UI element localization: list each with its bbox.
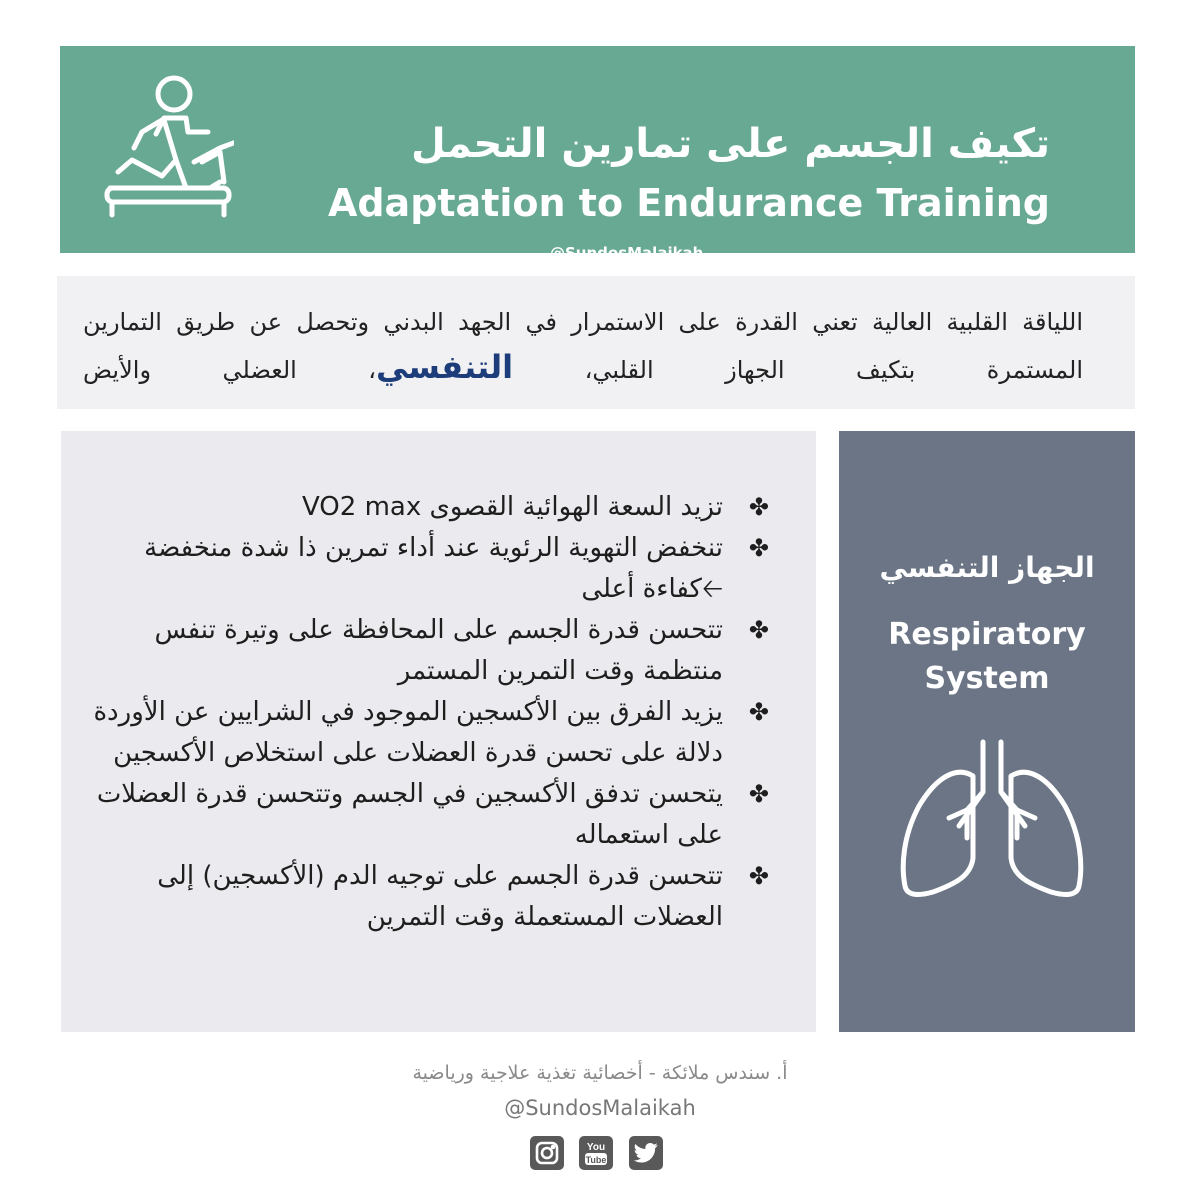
intro-text-part2: ، العضلي والأيض <box>83 356 377 384</box>
treadmill-runner-icon <box>104 72 234 222</box>
header-banner <box>60 46 1135 262</box>
bullet-icon: ✤ <box>748 534 769 562</box>
benefit-item: ✤ يتحسن تدفق الأكسجين في الجسم وتتحسن قدرة العضلات على استعماله <box>81 774 791 856</box>
svg-text:You: You <box>586 1142 606 1153</box>
twitter-icon[interactable] <box>629 1136 663 1170</box>
youtube-icon[interactable] <box>579 1136 613 1170</box>
benefit-item: ✤ تتحسن قدرة الجسم على المحافظة على وتيرة تنفس منتظمة وقت التمرين المستمر <box>81 610 791 692</box>
instagram-icon[interactable] <box>530 1136 564 1170</box>
intro-highlight: التنفسي <box>376 348 514 386</box>
title-english: Adaptation to Endurance Training <box>327 181 1050 225</box>
benefit-item: ✤ تنخفض التهوية الرئوية عند أداء تمرين ذا شدة منخفضة 🡠كفاءة أعلى <box>81 528 791 610</box>
bullet-icon: ✤ <box>748 493 769 521</box>
bullet-icon: ✤ <box>748 698 769 726</box>
benefit-item: ✤ يزيد الفرق بين الأكسجين الموجود في الشرايين عن الأوردة دلالة على تحسن قدرة العضلات على استخلاص الأكسجين <box>81 692 791 774</box>
benefits-panel <box>61 431 816 1032</box>
benefits-list <box>81 487 791 938</box>
bullet-icon: ✤ <box>748 616 769 644</box>
intro-text <box>83 300 1083 393</box>
footer-handle: @SundosMalaikah <box>504 1096 696 1120</box>
benefit-item: ✤ تتحسن قدرة الجسم على توجيه الدم (الأكسجين) إلى العضلات المستعملة وقت التمرين <box>81 856 791 938</box>
lungs-icon <box>897 736 1087 901</box>
bullet-icon: ✤ <box>748 780 769 808</box>
benefit-item: ✤ تزيد السعة الهوائية القصوى VO2 max <box>81 487 791 528</box>
title-arabic: تكيف الجسم على تمارين التحمل <box>410 121 1050 167</box>
header-handle: @SundosMalaikah <box>550 244 704 262</box>
intro-text-part1: اللياقة القلبية العالية تعني القدرة على الاستمرار في الجهد البدني وتحصل عن طريق التمارين المستمرة بتكيف الجهاز القلبي، <box>83 308 1083 384</box>
intro-panel <box>57 276 1135 409</box>
bullet-icon: ✤ <box>748 862 769 890</box>
side-title-arabic: الجهاز التنفسي <box>879 551 1095 584</box>
author-credit: أ. سندس ملائكة - أخصائية تغذية علاجية ورياضية <box>412 1062 788 1084</box>
svg-text:Tube: Tube <box>585 1155 607 1165</box>
side-title-english: Respiratory System <box>888 617 1086 696</box>
respiratory-panel <box>839 431 1135 1032</box>
